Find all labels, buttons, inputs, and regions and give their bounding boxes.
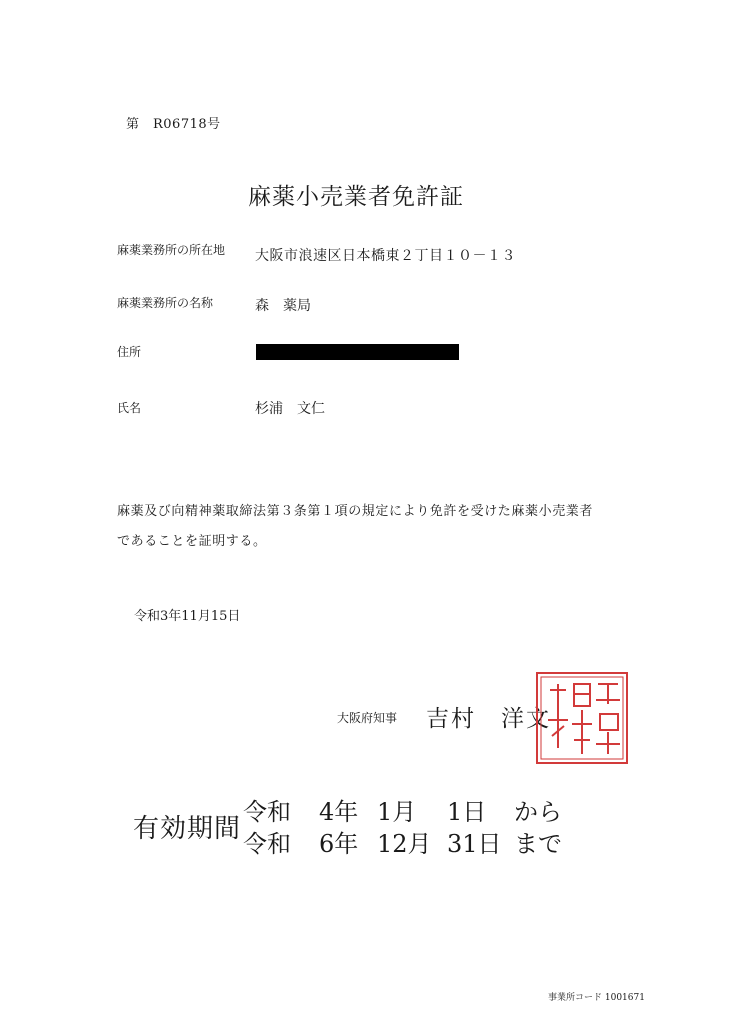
person-name-label: 氏名 [117,401,142,415]
validity-to-year: 6年 [319,830,359,858]
validity-from-row [243,792,562,827]
official-seal-icon [534,670,630,766]
certification-text-line2: であることを証明する。 [117,534,267,549]
validity-label: 有効期間 [133,814,242,844]
office-code: 事業所コード 1001671 [548,993,645,1003]
validity-from-suffix: から [514,798,562,826]
license-number: 第 R06718号 [126,117,221,132]
validity-to-suffix: まで [514,830,562,858]
validity-from-month: 1月 [377,798,417,826]
location-value: 大阪市浪速区日本橋東２丁目１０－１３ [255,248,516,264]
document-title: 麻薬小売業者免許証 [248,184,464,210]
person-name-value: 杉浦 文仁 [255,401,325,417]
validity-to-month: 12月 [377,830,432,858]
validity-from-day: 1日 [447,798,487,826]
validity-to-day: 31日 [447,830,502,858]
issue-date: 令和3年11月15日 [134,609,241,624]
certification-text-line1: 麻薬及び向精神薬取締法第３条第１項の規定により免許を受けた麻薬小売業者 [117,504,594,519]
business-name-label: 麻薬業務所の名称 [117,296,214,310]
issuer-title: 大阪府知事 [337,711,398,725]
validity-from-year: 4年 [319,798,359,826]
validity-from-era: 令和 [243,798,291,826]
issuer-name: 吉村 洋文 [426,706,551,732]
validity-to-row [243,824,562,859]
address-label: 住所 [117,345,142,359]
location-label: 麻薬業務所の所在地 [117,243,226,257]
address-redaction [256,344,459,360]
business-name-value: 森 薬局 [255,298,311,314]
validity-to-era: 令和 [243,830,291,858]
